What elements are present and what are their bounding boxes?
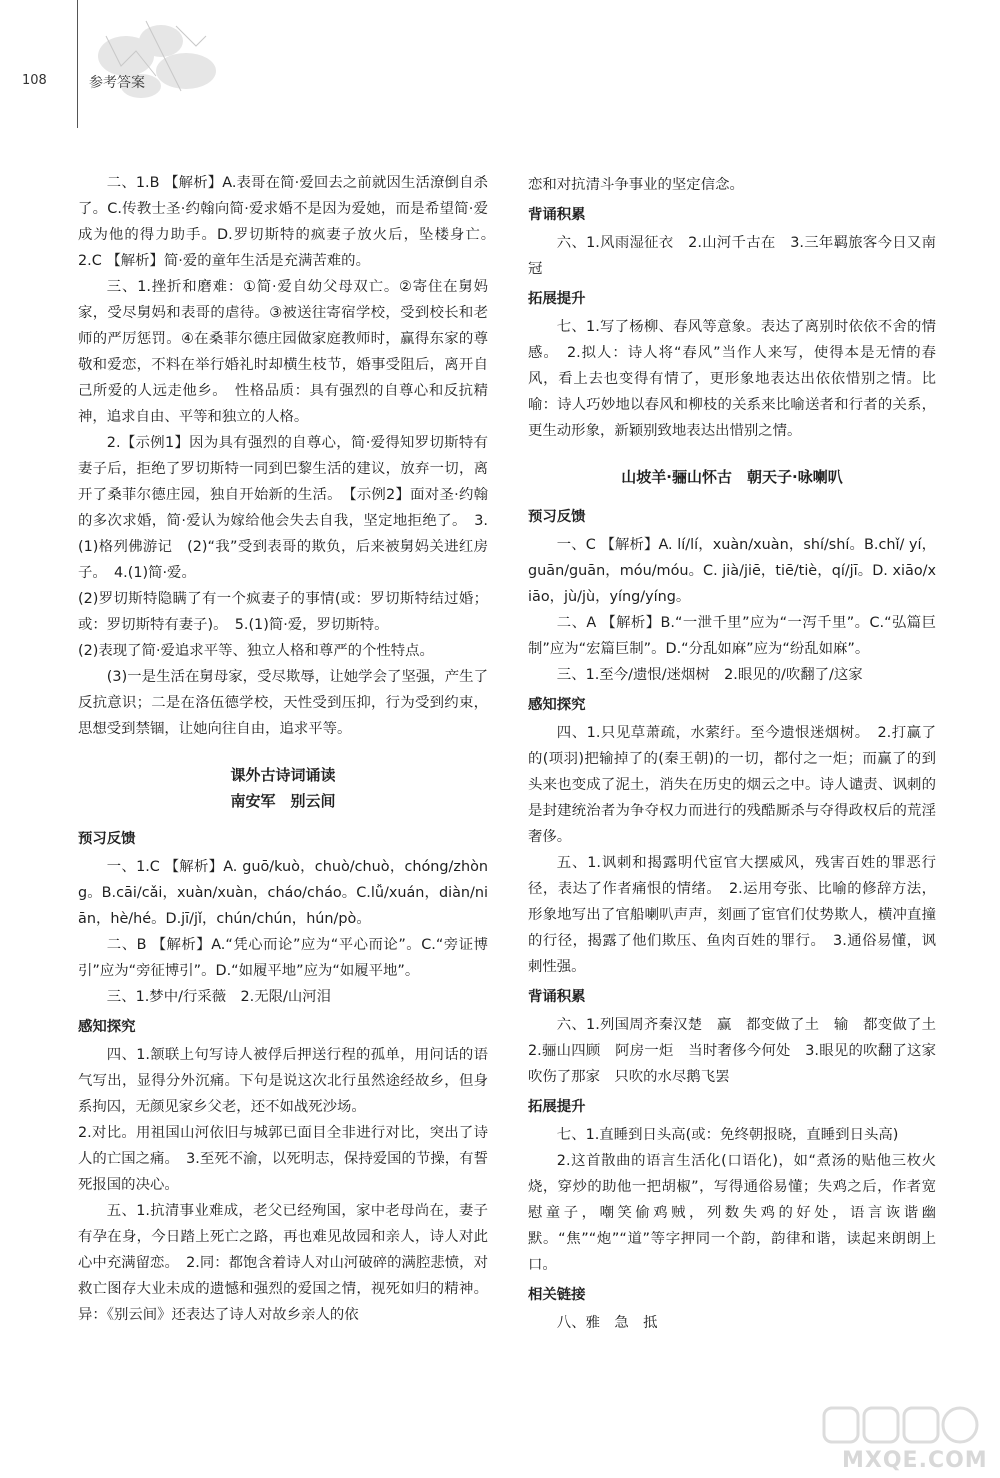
answer-paragraph: 二、B 【解析】A.“凭心而论”应为“平心而论”。C.“旁证博引”应为“旁征博引”。D.“如履平地”应为“如履平地”。 [78, 937, 488, 979]
answer-paragraph: 三、1.梦中/行采薇 2.无限/山河泪 [106, 989, 332, 1005]
header-divider [77, 0, 78, 128]
answer-paragraph: (2)罗切斯特隐瞒了有一个疯妻子的事情(或：罗切斯特结过婚；或：罗切斯特有妻子)。 5.(1)简·爱，罗切斯特。 [78, 591, 488, 633]
answer-paragraph: 六、1.列国周齐秦汉楚 赢 都变做了土 输 都变做了土 2.骊山四顾 阿房一炬 当时奢侈今何处 3.眼见的吹翻了这家 吹伤了那家 只吹的水尽鹅飞罢 [528, 1017, 951, 1085]
section-heading: 背诵积累 [528, 989, 586, 1005]
page-number: 108 [22, 73, 47, 88]
answer-paragraph: 一、1.C 【解析】A. guō/kuò，chuò/chuò，chóng/zhòng。B.cāi/cǎi，xuàn/xuàn，cháo/cháo。C.lǚ/xuán，diàn/niān，hè/hé。D.jī/jǐ，chún/chún，hún/pò。 [78, 859, 488, 927]
answer-paragraph: 四、1.颔联上句写诗人被俘后押送行程的孤单，用问话的语气写出，显得分外沉痛。下句是说这次北行虽然途经故乡，但身系拘囚，无颜见家乡父老，还不如战死沙场。 [78, 1047, 488, 1115]
answer-paragraph: 2.对比。用祖国山河依旧与城郭已面目全非进行对比，突出了诗人的亡国之痛。 3.至死不渝，以死明志，保持爱国的节操，有誓死报国的决心。 [78, 1125, 488, 1193]
section-heading: 拓展提升 [528, 291, 586, 307]
answer-paragraph: (2)表现了简·爱追求平等、独立人格和尊严的个性特点。 [78, 643, 434, 659]
section-heading: 预习反馈 [78, 831, 136, 847]
answer-paragraph: 一、C 【解析】A. lí/lí，xuàn/xuàn，shí/shí。B.chǐ/ yí，guān/guān，móu/móu。C. jià/jiē，tiē/tiè，qí/jī。D. xiāo/xiāo，jù/jù，yíng/yíng。 [528, 537, 936, 605]
page-header [0, 0, 1000, 140]
section-heading: 相关链接 [528, 1287, 586, 1303]
section-heading: 拓展提升 [528, 1099, 586, 1115]
answer-paragraph: 二、A 【解析】B.“一泄千里”应为“一泻千里”。C.“弘篇巨制”应为“宏篇巨制”。D.“分乱如麻”应为“纷乱如麻”。 [528, 615, 936, 657]
page-title: 参考答案 [89, 75, 145, 91]
decorative-sketch-image [86, 6, 226, 111]
answer-paragraph: 七、1.写了杨柳、春风等意象。表达了离别时依依不舍的情感。 2.拟人：诗人将“春风”当作人来写，使得本是无情的春风，看上去也变得有情了，更形象地表达出依依惜别之情。比喻：诗人巧妙地以春风和柳枝的关系来比喻送者和行者的关系，更生动形象，新颖别致地表达出惜别之情。 [528, 319, 936, 439]
answer-paragraph: 恋和对抗清斗争事业的坚定信念。 [528, 177, 744, 193]
answer-paragraph: 六、1.风雨湿征衣 2.山河千古在 3.三年羁旅客今日又南冠 [528, 235, 936, 277]
answer-paragraph: 三、1.至今/遗恨/迷烟树 2.眼见的/吹翻了/这家 [556, 667, 863, 683]
answer-paragraph: 2.这首散曲的语言生活化(口语化)，如“煮汤的贴他三枚火烧，穿炒的助他一把胡椒”，写得通俗易懂；失鸡之后，作者宽慰童子，嘲笑偷鸡贼，列数失鸡的好处，语言诙谐幽默。“焦”“炮”“道”等字押同一个韵，韵律和谐，读起来朗朗上口。 [528, 1153, 936, 1273]
poem-title: 山坡羊·骊山怀古 朝天子·咏喇叭 [621, 468, 843, 486]
answer-paragraph: 二、1.B 【解析】A.表哥在简·爱回去之前就因生活潦倒自杀了。C.传教士圣·约翰向简·爱求婚不是因为爱她，而是希望简·爱成为他的得力助手。D.罗切斯特的疯妻子放火后，坠楼身亡。 2.C 【解析】简·爱的童年生活是充满苦难的。 [78, 175, 503, 269]
section-heading: 预习反馈 [528, 509, 586, 525]
left-column [78, 170, 503, 1328]
answer-paragraph: 八、雅 急 抵 [556, 1315, 658, 1331]
answer-paragraph: (3)一是生活在舅母家，受尽欺辱，让她学会了坚强，产生了反抗意识；二是在洛伍德学校，天性受到压抑，行为受到约束，思想受到禁锢，让她向往自由，追求平等。 [78, 669, 488, 737]
answer-paragraph: 七、1.直睡到日头高(或：免终朝报晓，直睡到日头高) [556, 1127, 899, 1143]
poem-title: 南安军 别云间 [230, 792, 336, 810]
section-title: 课外古诗词诵读 [230, 766, 336, 784]
right-column [528, 172, 951, 1336]
answer-paragraph: 2.【示例1】因为具有强烈的自尊心，简·爱得知罗切斯特有妻子后，拒绝了罗切斯特一同到巴黎生活的建议，放弃一切，离开了桑菲尔德庄园，独自开始新的生活。 【示例2】面对圣·约翰的多次求婚，简·爱认为嫁给他会失去自我，坚定地拒绝了。 3.(1)格列佛游记 (2)“我”受到表哥的欺负，后来被舅妈关进红房子。 4.(1)简·爱。 [78, 435, 488, 581]
section-heading: 背诵积累 [528, 207, 586, 223]
answer-paragraph: 五、1.抗清事业难成，老父已经殉国，家中老母尚在，妻子有孕在身，今日踏上死亡之路，再也难见故园和亲人，诗人对此心中充满留恋。 2.同：都饱含着诗人对山河破碎的满腔悲愤，对救亡图存大业未成的遗憾和强烈的爱国之情，视死如归的精神。异：《别云间》还表达了诗人对故乡亲人的依 [78, 1203, 488, 1323]
section-heading: 感知探究 [528, 697, 586, 713]
answer-paragraph: 三、1.挫折和磨难：①简·爱自幼父母双亡。②寄住在舅妈家，受尽舅妈和表哥的虐待。③被送往寄宿学校，受到校长和老师的严厉惩罚。④在桑菲尔德庄园做家庭教师时，赢得东家的尊敬和爱恋，不料在举行婚礼时却横生枝节，婚事受阻后，离开自己所爱的人远走他乡。 性格品质：具有强烈的自尊心和反抗精神，追求自由、平等和独立的人格。 [78, 279, 488, 425]
answer-paragraph: 五、1.讽刺和揭露明代宦官大摆威风，残害百姓的罪恶行径，表达了作者痛恨的情绪。 2.运用夸张、比喻的修辞方法，形象地写出了官船喇叭声声，刻画了宦官们仗势欺人，横冲直撞的行径，揭露了他们欺压、鱼肉百姓的罪行。 3.通俗易懂，讽刺性强。 [528, 855, 936, 975]
section-heading: 感知探究 [78, 1019, 136, 1035]
answer-paragraph: 四、1.只见草萧疏，水萦纡。至今遗恨迷烟树。 2.打赢了的(项羽)把输掉了的(秦王朝)的一切，都付之一炬；而赢了的到头来也变成了泥土，消失在历史的烟云之中。诗人谴责、讽刺的是封建统治者为争夺权力而进行的残酷厮杀与夺得政权后的荒淫奢侈。 [528, 725, 936, 845]
watermark-text: MXQE.COM [842, 1448, 988, 1473]
